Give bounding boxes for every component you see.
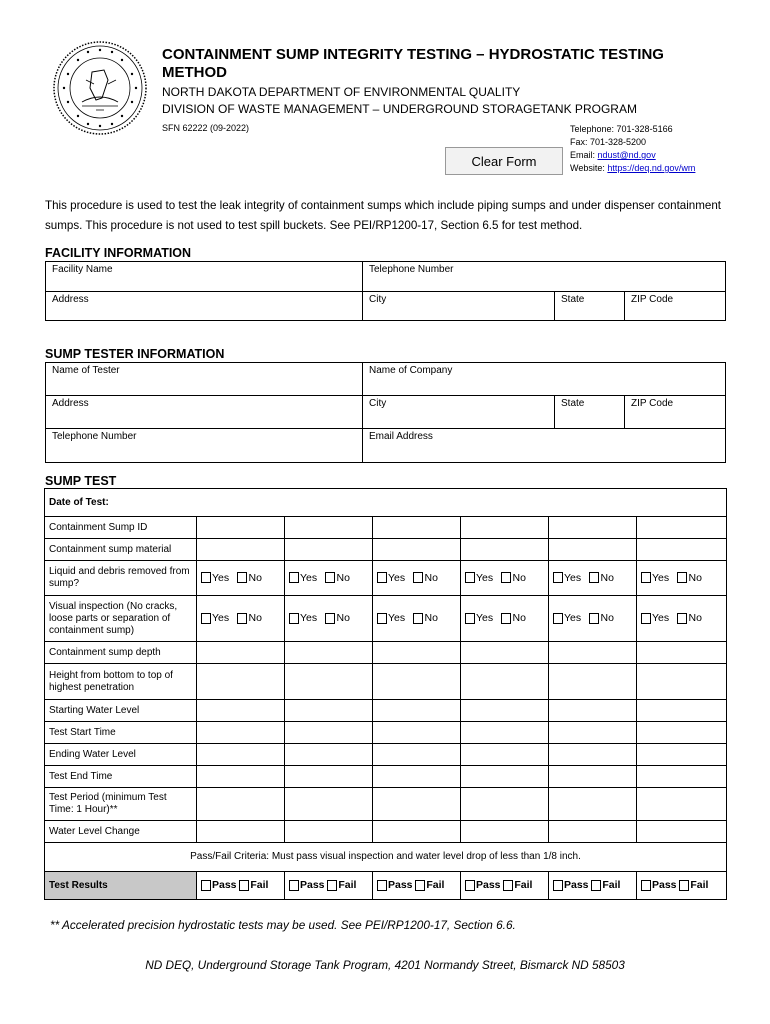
fail-checkbox[interactable] [327, 880, 337, 891]
yes-checkbox[interactable] [553, 613, 563, 624]
no-label: No [424, 612, 438, 625]
sump-heading: SUMP TEST [45, 474, 117, 488]
fail-label: Fail [426, 879, 445, 891]
website-line [570, 162, 695, 175]
fail-label: Fail [250, 879, 269, 891]
yes-label: Yes [564, 612, 582, 625]
pass-checkbox[interactable] [465, 880, 475, 891]
row-start-time: Test Start Time [45, 722, 727, 744]
yes-label: Yes [212, 612, 230, 625]
department-name: NORTH DAKOTA DEPARTMENT OF ENVIRONMENTAL QUALITY [162, 85, 521, 99]
tester-state-field[interactable]: State [555, 396, 625, 429]
department-block [162, 84, 637, 118]
yes-checkbox[interactable] [465, 613, 475, 624]
test-results-label: Test Results [45, 872, 197, 900]
yes-checkbox[interactable] [641, 613, 651, 624]
pass-label: Pass [476, 879, 501, 891]
fail-checkbox[interactable] [503, 880, 513, 891]
row-sump-material: Containment sump material [45, 539, 727, 561]
tester-email-field[interactable]: Email Address [363, 429, 726, 463]
no-label: No [688, 571, 702, 584]
pass-checkbox[interactable] [377, 880, 387, 891]
row-sump-id: Containment Sump ID [45, 517, 727, 539]
yes-label: Yes [300, 571, 318, 584]
fail-label: Fail [338, 879, 357, 891]
website-link[interactable]: https://deq.nd.gov/wm [607, 163, 696, 173]
email-label: Email: [570, 150, 598, 160]
yes-label: Yes [300, 612, 318, 625]
yes-checkbox[interactable] [465, 572, 475, 583]
row-visual-inspection: Visual inspection (No cracks, loose parts or separation of containment sump) Yes No Yes No Yes No Yes No Yes No Yes No [45, 596, 727, 642]
row-ending-level: Ending Water Level [45, 744, 727, 766]
no-checkbox[interactable] [413, 572, 423, 583]
north-dakota-seal-icon [52, 40, 148, 136]
yes-checkbox[interactable] [377, 613, 387, 624]
facility-city-field[interactable]: City [363, 292, 555, 321]
tester-zip-field[interactable]: ZIP Code [625, 396, 726, 429]
yes-label: Yes [564, 571, 582, 584]
yes-label: Yes [388, 571, 406, 584]
row-liquid-removed: Liquid and debris removed from sump? Yes No Yes No Yes No Yes No Yes No Yes No [45, 561, 727, 596]
fail-checkbox[interactable] [679, 880, 689, 891]
yes-checkbox[interactable] [289, 572, 299, 583]
facility-heading: FACILITY INFORMATION [45, 246, 192, 260]
row-test-results [45, 872, 727, 900]
no-label: No [600, 612, 614, 625]
row-level-change: Water Level Change [45, 821, 727, 843]
yes-label: Yes [652, 612, 670, 625]
form-title: CONTAINMENT SUMP INTEGRITY TESTING – HYDROSTATIC TESTING METHOD [162, 46, 664, 81]
no-checkbox[interactable] [677, 572, 687, 583]
yes-checkbox[interactable] [377, 572, 387, 583]
yes-checkbox[interactable] [201, 572, 211, 583]
pass-label: Pass [388, 879, 413, 891]
date-of-test-field[interactable]: Date of Test: [45, 489, 727, 517]
sump-test-table [44, 488, 727, 900]
no-label: No [512, 612, 526, 625]
row-penetration-height: Height from bottom to top of highest penetration [45, 664, 727, 700]
pass-fail-criteria: Pass/Fail Criteria: Must pass visual inspection and water level drop of less than 1/8 inch. [45, 843, 727, 872]
email-line [570, 149, 695, 162]
form-number: SFN 62222 (09-2022) [162, 123, 250, 133]
yes-label: Yes [476, 571, 494, 584]
no-label: No [248, 571, 262, 584]
no-checkbox[interactable] [413, 613, 423, 624]
fail-label: Fail [602, 879, 621, 891]
row-sump-depth: Containment sump depth [45, 642, 727, 664]
pass-checkbox[interactable] [553, 880, 563, 891]
pass-label: Pass [212, 879, 237, 891]
yes-label: Yes [652, 571, 670, 584]
pass-label: Pass [652, 879, 677, 891]
fail-label: Fail [514, 879, 533, 891]
no-checkbox[interactable] [237, 572, 247, 583]
fax: Fax: 701-328-5200 [570, 137, 647, 147]
no-label: No [424, 571, 438, 584]
no-checkbox[interactable] [589, 572, 599, 583]
email-link[interactable]: ndust@nd.gov [597, 150, 656, 160]
tester-city-field[interactable]: City [363, 396, 555, 429]
no-checkbox[interactable] [325, 613, 335, 624]
no-label: No [248, 612, 262, 625]
footnote: ** Accelerated precision hydrostatic tests may be used. See PEI/RP1200-17, Section 6.6. [50, 918, 516, 932]
clear-form-button[interactable]: Clear Form [445, 147, 563, 175]
yes-checkbox[interactable] [201, 613, 211, 624]
contact-block [570, 123, 695, 175]
facility-state-field[interactable]: State [555, 292, 625, 321]
yes-checkbox[interactable] [289, 613, 299, 624]
pass-label: Pass [300, 879, 325, 891]
no-checkbox[interactable] [501, 572, 511, 583]
no-label: No [600, 571, 614, 584]
row-starting-level: Starting Water Level [45, 700, 727, 722]
telephone: Telephone: 701-328-5166 [570, 124, 673, 134]
website-label: Website: [570, 163, 608, 173]
division-name: DIVISION OF WASTE MANAGEMENT – UNDERGROUND STORAGETANK PROGRAM [162, 102, 637, 116]
no-checkbox[interactable] [237, 613, 247, 624]
fail-checkbox[interactable] [239, 880, 249, 891]
yes-label: Yes [476, 612, 494, 625]
tester-name-field[interactable]: Name of Tester [46, 363, 363, 396]
intro-text: This procedure is used to test the leak integrity of containment sumps which include piping sumps and under dispenser containment sumps. This procedure is not used to test spill buckets. See PEI/RP1200-17, Section 6.5 for test method. [45, 199, 722, 232]
no-label: No [688, 612, 702, 625]
fail-checkbox[interactable] [415, 880, 425, 891]
facility-telephone-field[interactable]: Telephone Number [363, 262, 726, 292]
row-test-period: Test Period (minimum Test Time: 1 Hour)** [45, 788, 727, 821]
no-checkbox[interactable] [589, 613, 599, 624]
facility-address-field[interactable]: Address [46, 292, 363, 321]
no-checkbox[interactable] [677, 613, 687, 624]
fail-label: Fail [690, 879, 709, 891]
tester-company-field[interactable]: Name of Company [363, 363, 726, 396]
yes-label: Yes [212, 571, 230, 584]
tester-address-field[interactable]: Address [46, 396, 363, 429]
no-checkbox[interactable] [501, 613, 511, 624]
footer-address: ND DEQ, Underground Storage Tank Program, 4201 Normandy Street, Bismarck ND 58503 [145, 958, 625, 972]
yes-label: Yes [388, 612, 406, 625]
pass-checkbox[interactable] [289, 880, 299, 891]
no-label: No [512, 571, 526, 584]
tester-heading: SUMP TESTER INFORMATION [45, 347, 225, 361]
facility-table [45, 261, 726, 321]
pass-checkbox[interactable] [641, 880, 651, 891]
tester-telephone-field[interactable]: Telephone Number [46, 429, 363, 463]
facility-name-field[interactable]: Facility Name [46, 262, 363, 292]
no-label: No [336, 612, 350, 625]
no-checkbox[interactable] [325, 572, 335, 583]
facility-zip-field[interactable]: ZIP Code [625, 292, 726, 321]
pass-checkbox[interactable] [201, 880, 211, 891]
tester-table [45, 362, 726, 463]
fail-checkbox[interactable] [591, 880, 601, 891]
pass-label: Pass [564, 879, 589, 891]
yes-checkbox[interactable] [553, 572, 563, 583]
no-label: No [336, 571, 350, 584]
yes-checkbox[interactable] [641, 572, 651, 583]
row-end-time: Test End Time [45, 766, 727, 788]
